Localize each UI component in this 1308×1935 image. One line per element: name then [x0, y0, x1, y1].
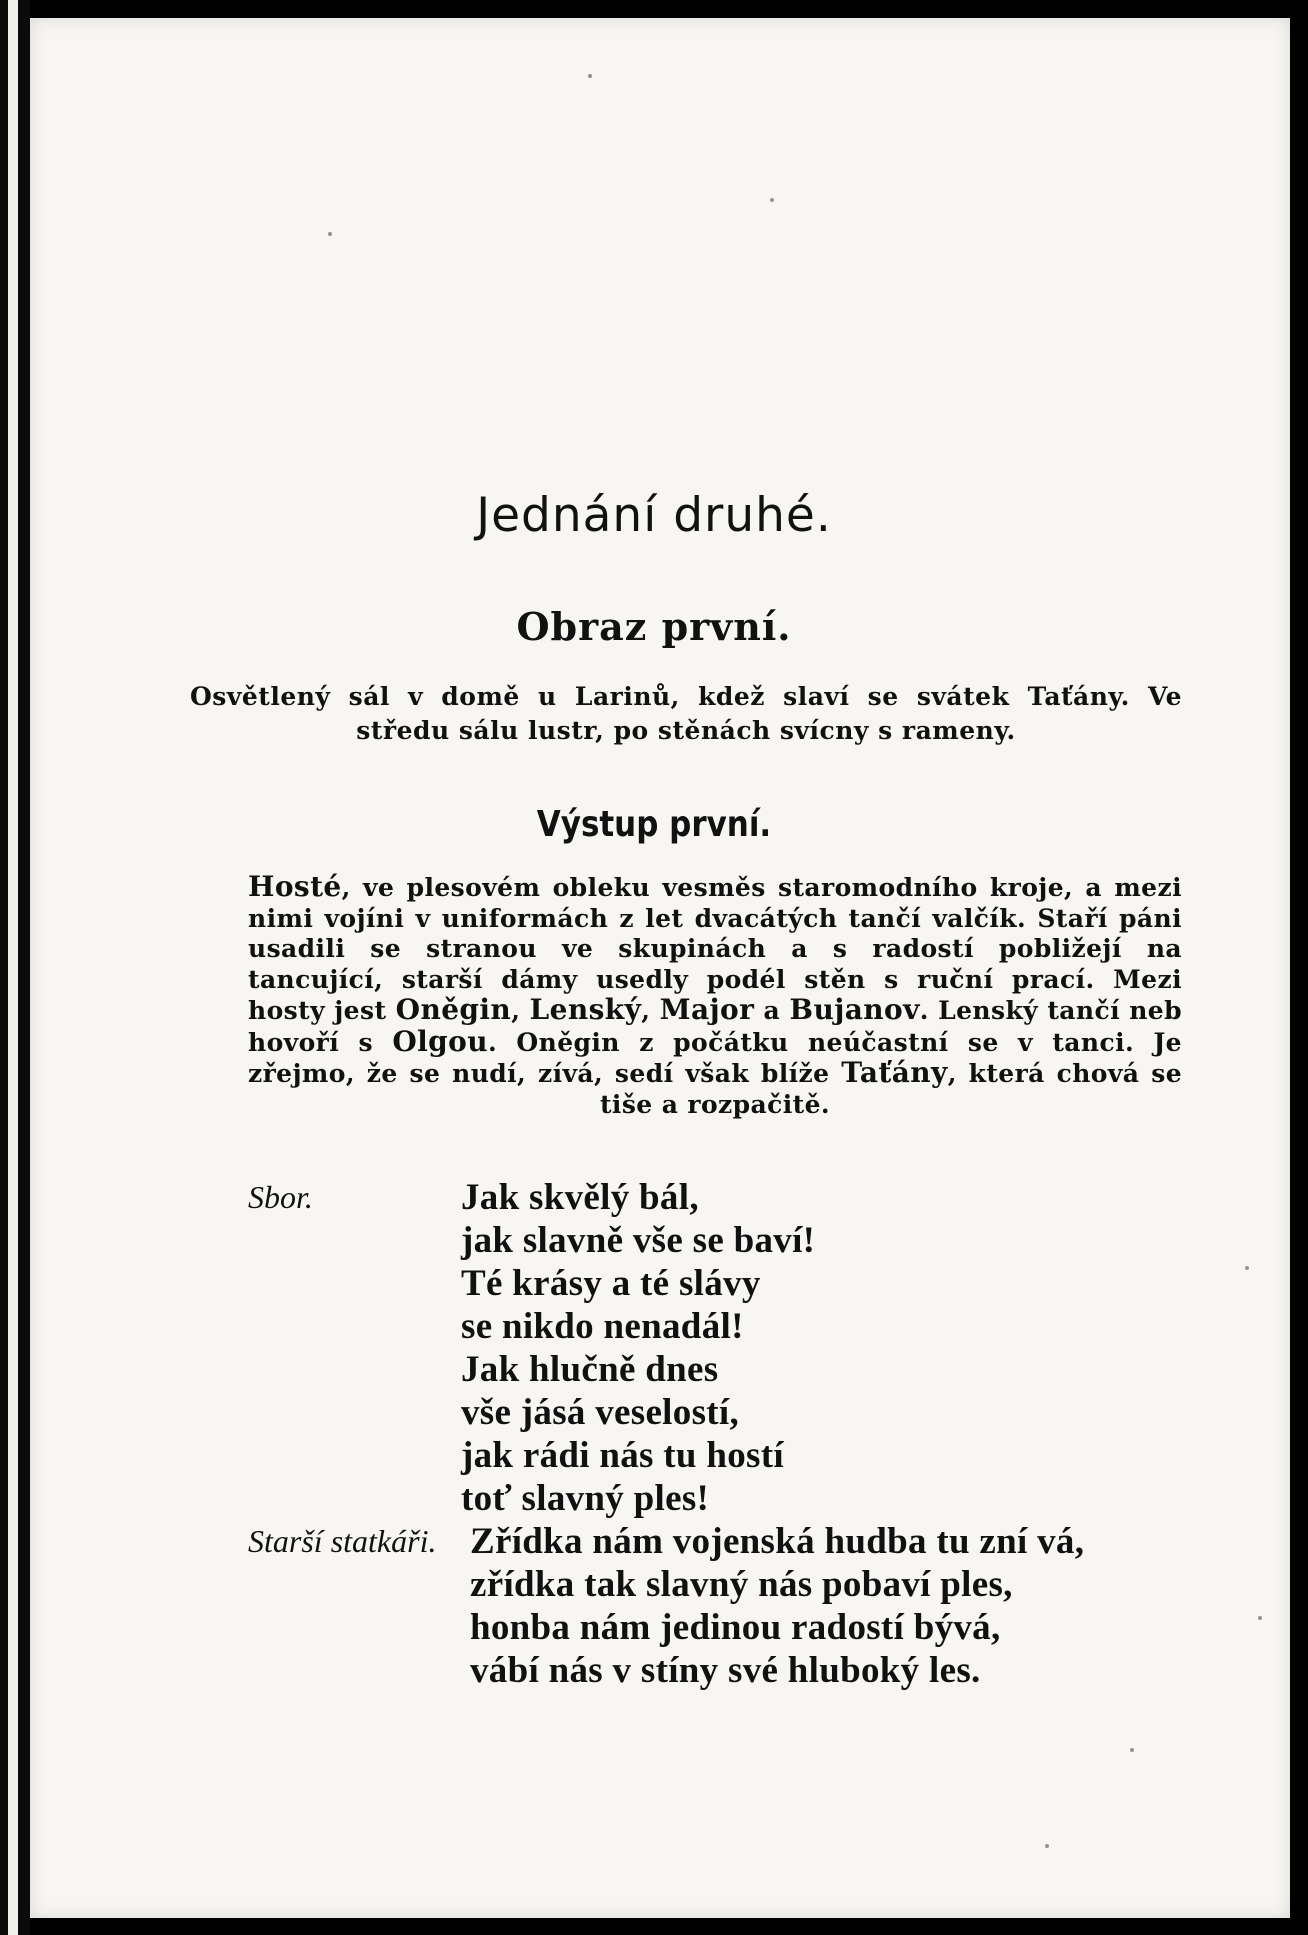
ink-speck — [770, 198, 774, 202]
exit-title: Výstup první. — [536, 804, 772, 845]
verse-line: vábí nás v stíny své hluboký les. — [470, 1650, 981, 1691]
elders-lines — [470, 1520, 1228, 1692]
stage-direction-text: , ve plesovém obleku vesměs staromodního kroje, a mezi nimi vojíni v uniformách z let dvacátých tančí valčík. Staří páni usadili se stranou ve skupinách a s radostí pobližejí na tancující, starší dámy usedly podél stěn s ruční prací. Mezi hosty jest — [248, 873, 1182, 1025]
chorus-lines — [461, 1176, 1228, 1520]
elders-verse — [248, 1520, 1228, 1692]
verse-line: jak rádi nás tu hostí — [461, 1435, 784, 1476]
ink-speck — [1130, 1748, 1134, 1752]
ink-speck — [328, 232, 332, 236]
verse-line: Zřídka nám vojenská hudba tu zní vá, — [470, 1521, 1085, 1562]
character-name-major: Major — [659, 993, 755, 1026]
act-title: Jednání druhé. — [476, 488, 832, 543]
verse-line: Jak hlučně dnes — [461, 1349, 719, 1390]
libretto-song — [248, 1176, 1228, 1692]
ink-speck — [1045, 1844, 1049, 1848]
ink-speck — [1245, 1266, 1249, 1270]
verse-line: Jak skvělý bál, — [461, 1177, 699, 1218]
scan-left-edge — [0, 0, 30, 1935]
verse-line: toť slavný ples! — [461, 1478, 710, 1519]
character-name-bujanov: Bujanov — [789, 993, 920, 1026]
stage-direction-separator: , — [511, 996, 530, 1025]
verse-line: zřídka tak slavný nás pobaví ples, — [470, 1564, 1013, 1605]
ink-speck — [588, 74, 592, 78]
stage-direction-text: . Oněgin z počátku neúčastní se v tanci. Je zřejmo, že se nudí, zívá, sedí však blíže — [248, 1027, 1182, 1088]
stage-direction-text: . Lenský tančí neb hovoří s — [248, 996, 1182, 1057]
character-name-lensky: Lenský — [529, 993, 642, 1026]
ink-speck — [1258, 1616, 1262, 1620]
character-name-olga: Olgou — [392, 1024, 488, 1058]
adjacent-page-strip — [8, 0, 18, 1935]
stage-direction-separator: , — [641, 996, 660, 1025]
verse-line: honba nám jedinou radostí bývá, — [470, 1607, 1001, 1648]
scene-title: Obraz první. — [516, 604, 792, 649]
stage-direction-text: , která chová se tiše a rozpačitě. — [599, 1059, 1182, 1119]
character-name-tatana: Taťány — [841, 1056, 948, 1089]
chorus-verse — [248, 1176, 1228, 1520]
character-name-guests: Hosté — [248, 870, 342, 903]
character-name-onegin: Oněgin — [395, 993, 512, 1026]
verse-line: jak slavně vše se baví! — [461, 1220, 816, 1261]
scene-description: Osvětlený sál v domě u Larinů, kdež slaví se svátek Taťány. Ve středu sálu lustr, po stěnách svícny s rameny. — [190, 682, 1182, 745]
verse-line: Té krásy a té slávy — [461, 1263, 761, 1304]
stage-direction-conjunction: a — [754, 996, 790, 1025]
speaker-chorus: Sbor. — [248, 1179, 313, 1215]
verse-line: vše jásá veselostí, — [461, 1392, 740, 1433]
verse-line: se nikdo nenadál! — [461, 1306, 744, 1347]
speaker-elders: Starší statkáři. — [248, 1523, 437, 1559]
stage-direction — [248, 872, 1182, 1120]
